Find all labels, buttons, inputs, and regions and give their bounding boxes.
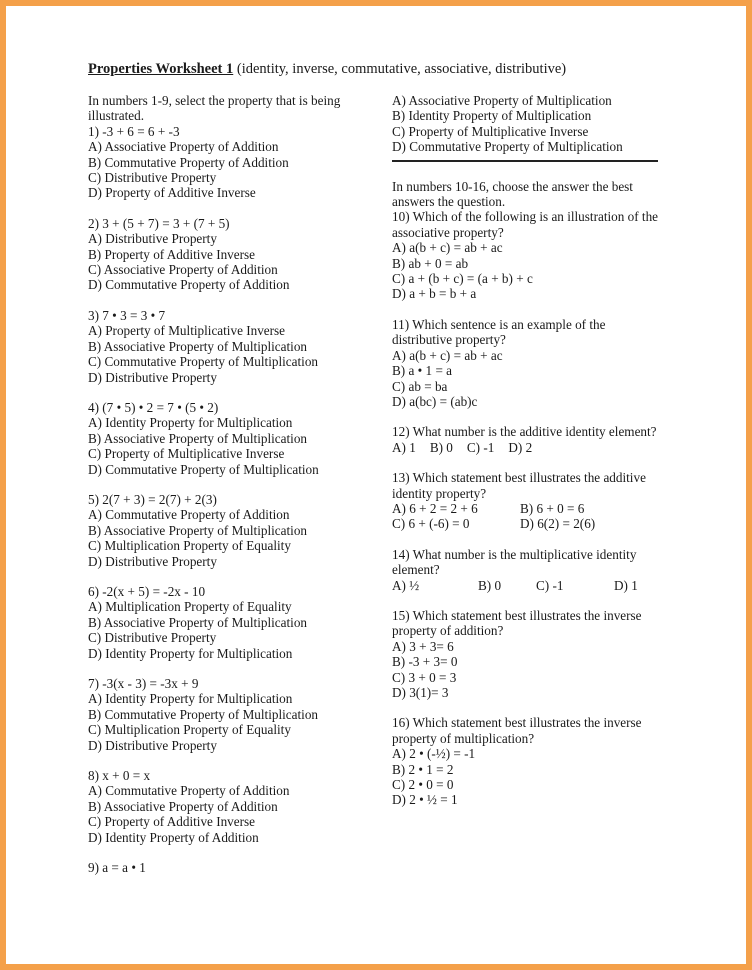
question-13 bbox=[392, 470, 662, 532]
question-12 bbox=[392, 424, 662, 455]
q14-stem: 14) What number is the multiplicative identity element? bbox=[392, 546, 637, 578]
q6-stem: 6) -2(x + 5) = -2x - 10 bbox=[88, 583, 206, 599]
q15-option-d: D) 3(1)= 3 bbox=[392, 685, 449, 700]
q13-option-c: C) 6 + (-6) = 0 bbox=[392, 516, 470, 532]
q12-option-a: A) 1 bbox=[392, 439, 416, 455]
question-6 bbox=[88, 584, 358, 661]
q9-options bbox=[392, 93, 662, 155]
q16-option-b: B) 2 • 1 = 2 bbox=[392, 761, 454, 777]
q1-stem: 1) -3 + 6 = 6 + -3 bbox=[88, 123, 180, 139]
intro-1-9 bbox=[88, 93, 358, 201]
q8-option-a: A) Commutative Property of Addition bbox=[88, 783, 290, 799]
q10-option-b: B) ab + 0 = ab bbox=[392, 255, 469, 271]
q9-option-b: B) Identity Property of Multiplication bbox=[392, 108, 592, 124]
question-15 bbox=[392, 608, 662, 700]
q7-option-a: A) Identity Property for Multiplication bbox=[88, 691, 293, 707]
q10-stem: 10) Which of the following is an illustration of the associative property? bbox=[392, 209, 659, 240]
q16-stem: 16) Which statement best illustrates the inverse property of multiplication? bbox=[392, 715, 642, 746]
q12-option-c: C) -1 bbox=[466, 439, 495, 455]
q11-option-c: C) ab = ba bbox=[392, 378, 448, 394]
q12-option-d: D) 2 bbox=[508, 439, 533, 455]
q11-option-d: D) a(bc) = (ab)c bbox=[392, 393, 478, 409]
q13-option-b: B) 6 + 0 = 6 bbox=[520, 500, 585, 516]
q2-option-a: A) Distributive Property bbox=[88, 231, 217, 247]
q8-option-b: B) Associative Property of Addition bbox=[88, 798, 278, 814]
q2-option-d: D) Commutative Property of Addition bbox=[88, 277, 290, 293]
q7-option-b: B) Commutative Property of Multiplication bbox=[88, 706, 319, 722]
q5-option-b: B) Associative Property of Multiplication bbox=[88, 522, 308, 538]
q14-option-d: D) 1 bbox=[614, 577, 638, 593]
q11-stem: 11) Which sentence is an example of the distributive property? bbox=[392, 316, 606, 348]
q14-option-b: B) 0 bbox=[478, 577, 502, 593]
title-bold: Properties Worksheet 1 bbox=[88, 61, 234, 77]
q15-option-b: B) -3 + 3= 0 bbox=[392, 654, 458, 670]
q9-option-d: D) Commutative Property of Multiplication bbox=[392, 139, 623, 155]
intro-text-2: In numbers 10-16, choose the answer the best answers the question. bbox=[392, 178, 633, 210]
q13-stem: 13) Which statement best illustrates the additive identity property? bbox=[392, 470, 646, 501]
q1-option-b: B) Commutative Property of Addition bbox=[88, 154, 289, 170]
q3-stem: 3) 7 • 3 = 3 • 7 bbox=[88, 307, 166, 323]
q1-option-a: A) Associative Property of Addition bbox=[88, 139, 279, 155]
q2-stem: 2) 3 + (5 + 7) = 3 + (7 + 5) bbox=[88, 215, 230, 231]
q2-option-b: B) Property of Additive Inverse bbox=[88, 246, 256, 262]
q13-row-2 bbox=[392, 516, 662, 531]
q10-option-d: D) a + b = b + a bbox=[392, 286, 477, 302]
q10-option-a: A) a(b + c) = ab + ac bbox=[392, 240, 503, 256]
q13-option-d: D) 6(2) = 2(6) bbox=[520, 516, 596, 532]
q4-option-b: B) Associative Property of Multiplication bbox=[88, 430, 308, 446]
q8-option-c: C) Property of Additive Inverse bbox=[88, 814, 256, 830]
q12-options bbox=[392, 440, 662, 455]
q5-stem: 5) 2(7 + 3) = 2(7) + 2(3) bbox=[88, 491, 217, 507]
q10-option-c: C) a + (b + c) = (a + b) + c bbox=[392, 271, 533, 287]
q3-option-a: A) Property of Multiplicative Inverse bbox=[88, 323, 286, 339]
question-14 bbox=[392, 547, 662, 593]
question-11 bbox=[392, 317, 662, 409]
page-title bbox=[88, 61, 566, 78]
q7-option-c: C) Multiplication Property of Equality bbox=[88, 722, 291, 738]
q5-option-c: C) Multiplication Property of Equality bbox=[88, 538, 291, 554]
question-5 bbox=[88, 492, 358, 569]
q14-option-c: C) -1 bbox=[536, 577, 564, 593]
question-4 bbox=[88, 400, 358, 477]
q3-option-c: C) Commutative Property of Multiplication bbox=[88, 354, 319, 370]
q14-option-a: A) ½ bbox=[392, 577, 420, 593]
question-3 bbox=[88, 308, 358, 385]
q12-option-b: B) 0 bbox=[429, 439, 453, 455]
q5-option-a: A) Commutative Property of Addition bbox=[88, 507, 290, 523]
q4-option-c: C) Property of Multiplicative Inverse bbox=[88, 446, 285, 462]
q16-option-d: D) 2 • ½ = 1 bbox=[392, 792, 458, 808]
title-subtitle: (identity, inverse, commutative, associative, distributive) bbox=[233, 61, 567, 77]
intro-text: In numbers 1-9, select the property that is being illustrated. bbox=[88, 93, 341, 124]
q15-option-a: A) 3 + 3= 6 bbox=[392, 638, 454, 654]
q7-option-d: D) Distributive Property bbox=[88, 737, 217, 753]
q6-option-c: C) Distributive Property bbox=[88, 630, 217, 646]
q8-stem: 8) x + 0 = x bbox=[88, 768, 151, 784]
q12-stem: 12) What number is the additive identity element? bbox=[392, 424, 657, 440]
q6-option-a: A) Multiplication Property of Equality bbox=[88, 599, 292, 615]
q8-option-d: D) Identity Property of Addition bbox=[88, 829, 259, 845]
q1-option-c: C) Distributive Property bbox=[88, 170, 217, 186]
q7-stem: 7) -3(x - 3) = -3x + 9 bbox=[88, 676, 199, 691]
right-column bbox=[392, 93, 662, 823]
q3-option-d: D) Distributive Property bbox=[88, 369, 217, 385]
q6-option-b: B) Associative Property of Multiplication bbox=[88, 614, 308, 630]
q4-option-d: D) Commutative Property of Multiplication bbox=[88, 461, 319, 477]
question-2 bbox=[88, 216, 358, 293]
section-divider bbox=[392, 160, 658, 162]
q15-option-c: C) 3 + 0 = 3 bbox=[392, 669, 457, 685]
question-9 bbox=[88, 860, 358, 875]
q9-option-c: C) Property of Multiplicative Inverse bbox=[392, 123, 589, 139]
q16-option-a: A) 2 • (-½) = -1 bbox=[392, 746, 476, 762]
q15-stem: 15) Which statement best illustrates the inverse property of addition? bbox=[392, 607, 642, 639]
left-column bbox=[88, 93, 358, 890]
q6-option-d: D) Identity Property for Multiplication bbox=[88, 645, 293, 661]
question-16 bbox=[392, 715, 662, 807]
q9-option-a: A) Associative Property of Multiplication bbox=[392, 93, 612, 108]
q11-option-a: A) a(b + c) = ab + ac bbox=[392, 347, 503, 363]
q5-option-d: D) Distributive Property bbox=[88, 553, 217, 569]
q9-stem: 9) a = a • 1 bbox=[88, 860, 146, 876]
q4-option-a: A) Identity Property for Multiplication bbox=[88, 415, 293, 431]
question-7 bbox=[88, 676, 358, 753]
q14-options bbox=[392, 578, 662, 593]
q4-stem: 4) (7 • 5) • 2 = 7 • (5 • 2) bbox=[88, 399, 219, 415]
q11-option-b: B) a • 1 = a bbox=[392, 363, 453, 379]
q13-option-a: A) 6 + 2 = 2 + 6 bbox=[392, 500, 478, 516]
intro-10-16 bbox=[392, 179, 662, 302]
q3-option-b: B) Associative Property of Multiplication bbox=[88, 338, 308, 354]
q1-option-d: D) Property of Additive Inverse bbox=[88, 185, 256, 201]
q13-row-1 bbox=[392, 501, 662, 516]
q16-option-c: C) 2 • 0 = 0 bbox=[392, 777, 454, 793]
q2-option-c: C) Associative Property of Addition bbox=[88, 262, 278, 278]
question-8 bbox=[88, 768, 358, 845]
